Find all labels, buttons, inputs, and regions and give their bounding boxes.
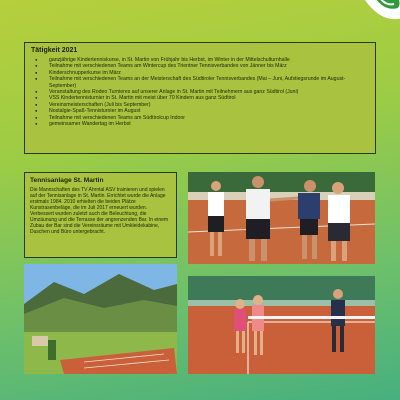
activities-list <box>31 57 369 127</box>
club-logo <box>358 0 400 22</box>
list-item: ● Veranstaltung des Rodeo Turnieres auf unserer Anlage in St. Martin mit Teilnehmern aus ganz Südtirol (Juni) <box>31 89 369 95</box>
list-item: ● Nostalgie-Spaß-Tennisturnier im August <box>31 108 369 114</box>
list-item: ● Vereinsmeisterschaften (Juli bis September) <box>31 102 369 108</box>
facility-title: Tennisanlage St. Martin <box>30 177 104 184</box>
list-item: ● VSS Kindertennisturnier in St. Martin mit meist über 70 Kindern aus ganz Südtirol <box>31 95 369 101</box>
handshake-photo <box>188 172 375 264</box>
activities-title: Tätigkeit 2021 <box>31 47 78 54</box>
list-item: ● ganzjährige Kindertenniskurse, in St. Martin von Frühjahr bis Herbst, im Winter in der Mittelschulturnhalle <box>31 57 369 63</box>
list-item: ● gemeinsamer Wandertag im Herbst <box>31 121 369 127</box>
list-item: ● Teilnahme mit verschiedenen Teams am Südtirolcup Indoor <box>31 115 369 121</box>
list-item: ● Kinderschnupperkurse im März <box>31 70 369 76</box>
facility-panel <box>24 172 177 258</box>
list-item: ● Teilnahme mit verschiedenen Teams am Wintercup des Trientner Tennisverbandes von Jänner bis März <box>31 63 369 69</box>
list-item: ● Teilnahme mit verschiedenen Teams an der Meisterschaft des Südtiroler Tennisverbandes (Mai – Juni, Aufstiegsrunde im August-September) <box>31 76 369 89</box>
facility-landscape-photo <box>24 264 177 374</box>
activities-panel <box>24 42 376 154</box>
kids-training-photo <box>188 276 375 374</box>
facility-text: Die Mannschaften des TV Ahrntal ASV trainieren und spielen auf der Tennisanlage in St. Martin. Errichtet wurde die Anlage erstmals 1984. 2010 erhielten die beiden Plätze Kunstrasenbeläge, die im Juli 2017 erneuert wurden. Verbessert wurden zuletzt auch die Beleuchtung, die Umzäunung und die Terrasse der angrenzenden Bar. In einem Zubau der Bar sind die Vereinsräume mit Umkleidekabine, Duschen und Büro untergebracht. <box>30 187 169 235</box>
